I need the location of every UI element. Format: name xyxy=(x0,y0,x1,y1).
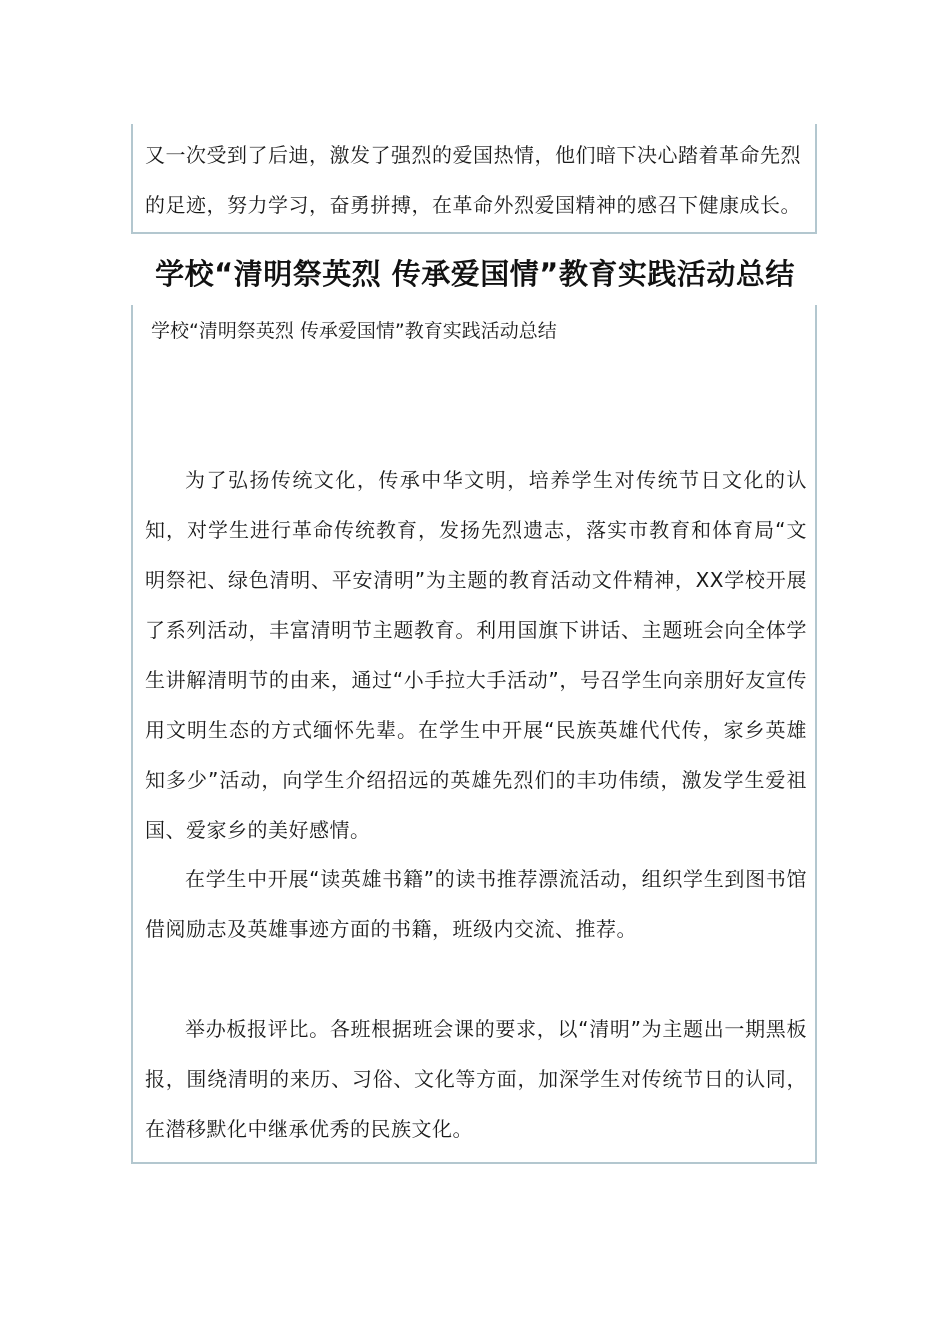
document-body-box xyxy=(131,305,817,1164)
continuation-paragraph: 又一次受到了后迪，激发了强烈的爱国热情，他们暗下决心踏着革命先烈的足迹，努力学习，奋勇拼搏，在革命外烈爱国精神的感召下健康成长。 xyxy=(145,143,801,217)
previous-section-box xyxy=(131,124,817,234)
body-paragraph: 举办板报评比。各班根据班会课的要求，以“清明”为主题出一期黑板报，围绕清明的来历、习俗、文化等方面，加深学生对传统节日的认同，在潜移默化中继承优秀的民族文化。 xyxy=(145,1017,807,1141)
body-paragraph: 在学生中开展“读英雄书籍”的读书推荐漂流活动，组织学生到图书馆借阅励志及英雄事迹方面的书籍，班级内交流、推荐。 xyxy=(145,867,807,941)
document-subtitle: 学校“清明祭英烈 传承爱国情”教育实践活动总结 xyxy=(151,320,557,342)
document-title: 学校“清明祭英烈 传承爱国情”教育实践活动总结 xyxy=(155,257,795,291)
body-paragraph: 为了弘扬传统文化，传承中华文明，培养学生对传统节日文化的认知，对学生进行革命传统教育，发扬先烈遗志，落实市教育和体育局“文明祭祀、绿色清明、平安清明”为主题的教育活动文件精神，XX学校开展了系列活动，丰富清明节主题教育。利用国旗下讲话、主题班会向全体学生讲解清明节的由来，通过“小手拉大手活动”，号召学生向亲朋好友宣传用文明生态的方式缅怀先辈。在学生中开展“民族英雄代代传，家乡英雄知多少”活动，向学生介绍招远的英雄先烈们的丰功伟绩，激发学生爱祖国、爱家乡的美好感情。 xyxy=(145,468,807,842)
